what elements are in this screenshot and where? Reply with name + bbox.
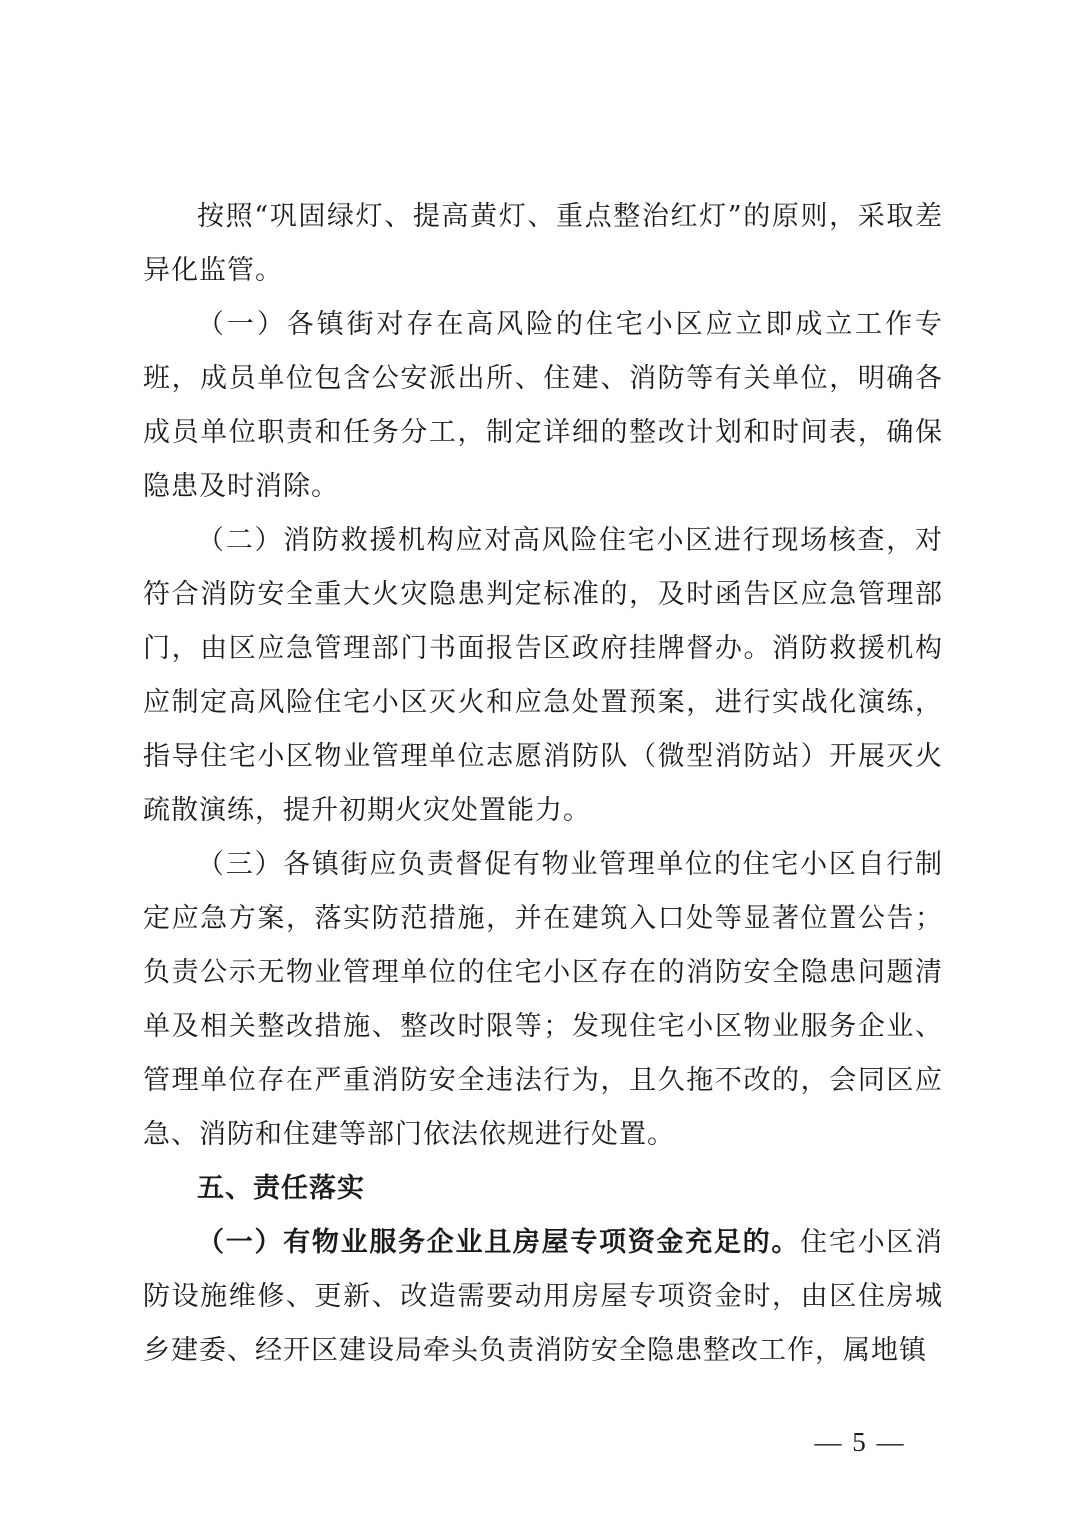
paragraph-continuation: 住宅小区消防设施维修、更新、改造需要动用房屋专项资金时，由区住房城乡建委、经开区建设局牵头负责消防安全隐患整改工作，属地镇	[143, 1227, 944, 1366]
paragraph-item-1-work-team: （一）各镇街对存在高风险的住宅小区应立即成立工作专班，成员单位包含公安派出所、住建、消防等有关单位，明确各成员单位职责和任务分工，制定详细的整改计划和时间表，确保隐患及时消除。	[143, 309, 943, 502]
paragraph-item-3-town-streets: （三）各镇街应负责督促有物业管理单位的住宅小区自行制定应急方案，落实防范措施，并在建筑入口处等显著位置公告；负责公示无物业管理单位的住宅小区存在的消防安全隐患问题清单及相关整改措施、整改时限等；发现住宅小区物业服务企业、管理单位存在严重消防安全违法行为，且久拖不改的，会同区应急、消防和住建等部门依法依规进行处置。	[143, 849, 943, 1150]
paragraph-section-item-1	[143, 1216, 943, 1378]
paragraph-lead-bold: （一）有物业服务企业且房屋专项资金充足的。	[197, 1227, 801, 1258]
document-body	[143, 190, 943, 1378]
section-heading-responsibility: 五、责任落实	[197, 1173, 365, 1204]
paragraph-item-2-fire-rescue: （二）消防救援机构应对高风险住宅小区进行现场核查，对符合消防安全重大火灾隐患判定标准的，及时函告区应急管理部门，由区应急管理部门书面报告区政府挂牌督办。消防救援机构应制定高风险住宅小区灭火和应急处置预案，进行实战化演练，指导住宅小区物业管理单位志愿消防队（微型消防站）开展灭火疏散演练，提升初期火灾处置能力。	[143, 525, 943, 826]
paragraph-differentiated-supervision: 按照“巩固绿灯、提高黄灯、重点整治红灯”的原则，采取差异化监管。	[143, 201, 943, 286]
page-number: — 5 —	[814, 1427, 906, 1457]
